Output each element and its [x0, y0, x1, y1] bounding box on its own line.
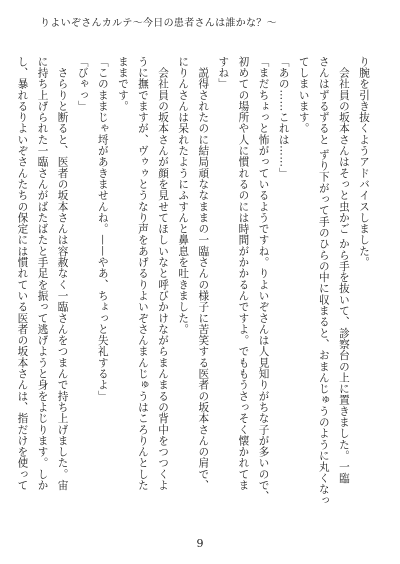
- text-line: さんはずるずると ずり下がって手のひらの中に収まると、おまんじゅうのように丸くなっ: [317, 56, 330, 506]
- text-line: すね」: [217, 56, 230, 90]
- text-line: に持ち上げられた一臨さんがばたばたと手足を振って逃げようと身をよじります。しか: [36, 56, 49, 491]
- running-header: りよいぞさんカルテ〜今日の患者さんは誰かな？〜: [40, 18, 277, 29]
- text-line: し、暴れるりよいぞさんたちの保定には慣れている医者の坂本さんは、指だけを使って: [16, 56, 29, 491]
- text-line: 「あの……これは……」: [277, 56, 290, 179]
- page-number: 9: [196, 537, 204, 550]
- text-line: さらりと断ると、医者の坂本さんは容赦なく一臨さんをつまんで持ち上げました。宙: [56, 56, 69, 491]
- text-line: 説得されたのに結局頑ななままの一臨さんの様子に苦笑する医者の坂本さんの肩で、: [197, 56, 210, 491]
- text-line: 「このままじゃ埒があきませんね。——やあ、ちょっと失礼するよ」: [96, 56, 109, 402]
- text-line: にりんさんは呆れたようにふすんと鼻息を吐きました。: [177, 56, 190, 335]
- text-line: ままです。: [116, 56, 129, 112]
- text-line: り腕を引き抜くようアドバイスしました。: [358, 56, 370, 268]
- text-line: 「びゃっ」: [76, 56, 89, 112]
- text-line: 「まだちょっと怖がっているようですね。りよいぞさんは人見知りがちな子が多いので、: [257, 56, 270, 502]
- text-line: 会社員の坂本さんはそっと虫かご から手を抜いて、診察台の上に置きました。一臨: [337, 56, 350, 484]
- text-line: てしまいます。: [297, 56, 310, 135]
- text-line: うに撫でますが、ヴゥゥとうなり声をあげるりよいぞさんまんじゅうはころりんとした: [136, 56, 149, 491]
- text-line: 会社員の坂本さんが顔を見せてほしいなと呼びかけながらまんまるの背中をつつくよ: [157, 56, 170, 491]
- vertical-text-body: [12, 56, 374, 516]
- text-line: 初めての場所や人に慣れるのには時間がかかるんですよ。でももうさっそく懐かれてま: [237, 56, 250, 491]
